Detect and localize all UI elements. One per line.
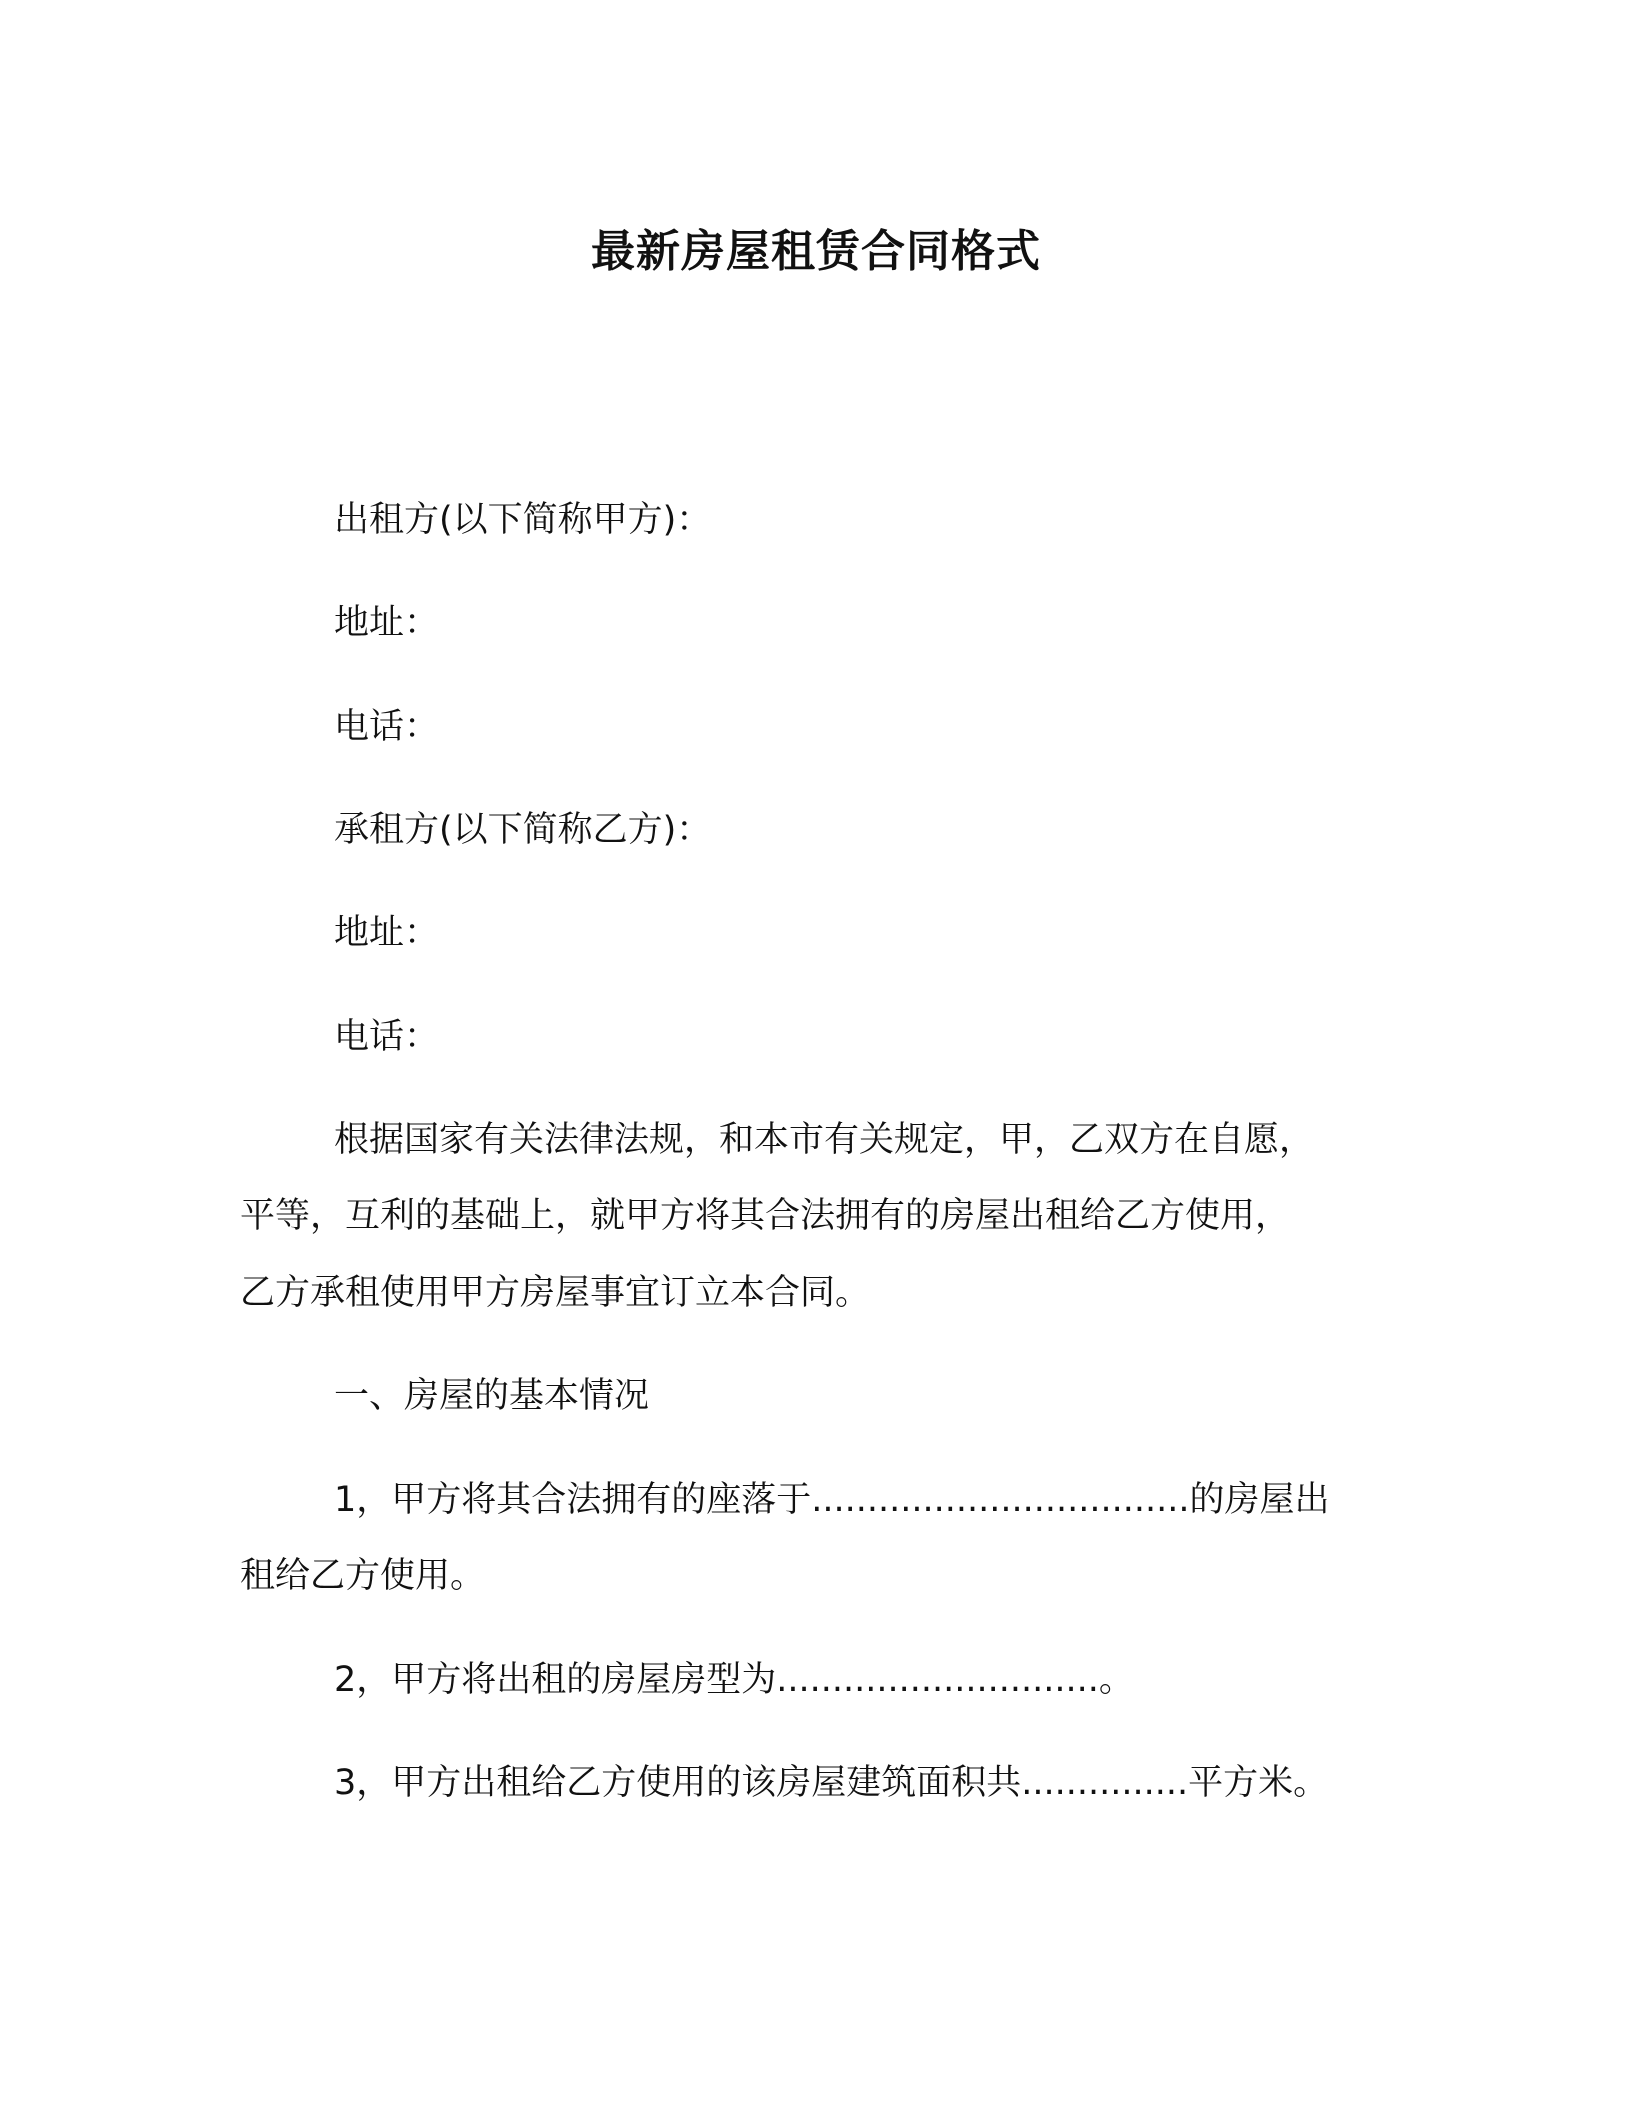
section-1-item-3: 3，甲方出租给乙方使用的该房屋建筑面积共...............平方米。 [334,1763,1329,1803]
document-title: 最新房屋租赁合同格式 [591,226,1041,277]
section-1-item-2: 2，甲方将出租的房屋房型为.............................。 [334,1660,1134,1700]
section-1-heading: 一、房屋的基本情况 [334,1376,650,1416]
party-a-label: 出租方(以下简称甲方)： [334,500,712,540]
party-b-phone: 电话： [334,1017,440,1057]
preamble-line-1: 根据国家有关法律法规，和本市有关规定，甲，乙双方在自愿， [334,1120,1315,1160]
party-a-phone: 电话： [334,707,440,747]
party-a-address: 地址： [334,603,440,643]
party-b-label: 承租方(以下简称乙方)： [334,810,712,850]
section-1-item-1-line-2: 租给乙方使用。 [240,1556,486,1596]
preamble-line-3: 乙方承租使用甲方房屋事宜订立本合同。 [240,1273,871,1313]
party-b-address: 地址： [334,913,440,953]
section-1-item-1-line-1: 1，甲方将其合法拥有的座落于..................................的房屋出 [334,1480,1330,1520]
preamble-line-2: 平等，互利的基础上，就甲方将其合法拥有的房屋出租给乙方使用， [240,1196,1291,1236]
